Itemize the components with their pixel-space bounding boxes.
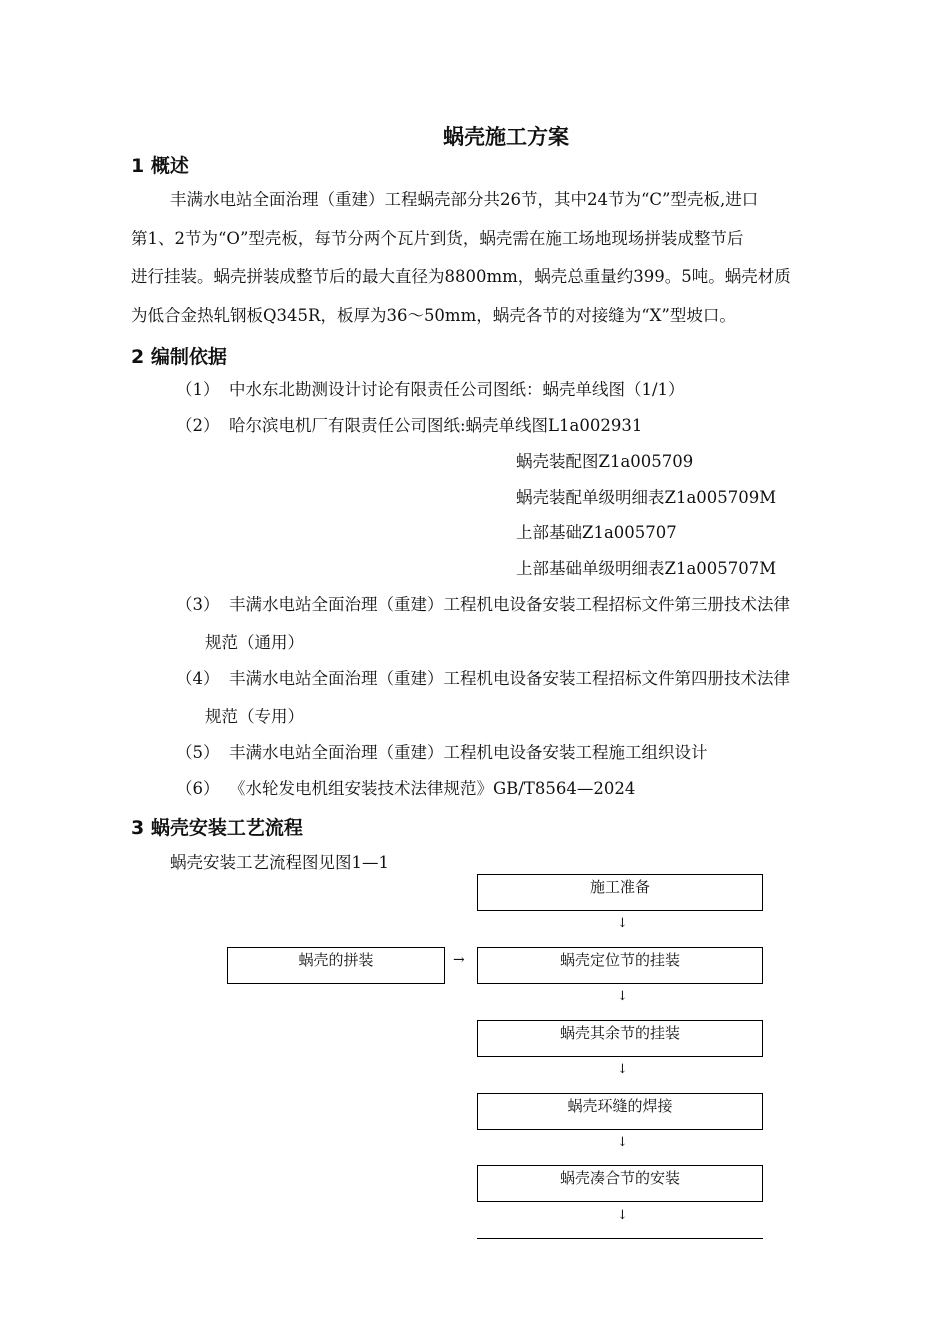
- basis-text-5: 丰满水电站全面治理（重建）工程机电设备安装工程施工组织设计: [229, 743, 708, 762]
- overview-line-3: 进行挂装。蜗壳拼装成整节后的最大直径为8800mm，蜗壳总重量约399。5吨。蜗壳材质: [131, 267, 791, 286]
- basis-text-6: 《水轮发电机组安装技术法律规范》GB/T8564—2024: [229, 779, 636, 798]
- basis-text-2: 哈尔滨电机厂有限责任公司图纸:蜗壳单线图L1a002931: [229, 416, 643, 435]
- basis-num-3: （3）: [176, 595, 220, 614]
- flow-arrow-right-icon: →: [453, 952, 465, 968]
- flow-arrow-down-icon: ↓: [617, 1062, 628, 1077]
- basis-sub-1: 蜗壳装配图Z1a005709: [516, 452, 694, 471]
- basis-text-1: 中水东北勘测设计讨论有限责任公司图纸：蜗壳单线图（1/1）: [229, 380, 685, 399]
- basis-num-6: （6）: [176, 779, 220, 798]
- flow-arrow-down-icon: ↓: [617, 1208, 628, 1223]
- flow-intro: 蜗壳安装工艺流程图见图1—1: [170, 853, 389, 872]
- flow-arrow-down-icon: ↓: [617, 1135, 628, 1150]
- flow-arrow-down-icon: ↓: [617, 916, 628, 931]
- basis-cont-3: 规范（通用）: [205, 633, 304, 652]
- basis-text-4: 丰满水电站全面治理（重建）工程机电设备安装工程招标文件第四册技术法律: [229, 669, 790, 688]
- basis-cont-4: 规范（专用）: [205, 707, 304, 726]
- basis-num-1: （1）: [176, 380, 220, 399]
- flow-next-box-edge: [477, 1238, 763, 1239]
- basis-num-5: （5）: [176, 743, 220, 762]
- flow-step-closure: 蜗壳凑合节的安装: [477, 1165, 763, 1202]
- overview-line-4: 为低合金热轧钢板Q345R，板厚为36～50mm，蜗壳各节的对接缝为“X”型坡口。: [131, 306, 736, 325]
- flow-arrow-down-icon: ↓: [617, 989, 628, 1004]
- flow-step-remaining: 蜗壳其余节的挂装: [477, 1020, 763, 1057]
- basis-sub-3: 上部基础Z1a005707: [516, 523, 677, 542]
- section-heading-flow: 3 蜗壳安装工艺流程: [131, 817, 303, 839]
- overview-line-1: 丰满水电站全面治理（重建）工程蜗壳部分共26节，其中24节为“C”型壳板,进口: [170, 190, 759, 209]
- basis-num-4: （4）: [176, 669, 220, 688]
- section-heading-basis: 2 编制依据: [131, 346, 227, 368]
- flow-step-positioning: 蜗壳定位节的挂装: [477, 947, 763, 984]
- section-heading-overview: 1 概述: [131, 155, 189, 177]
- basis-num-2: （2）: [176, 416, 220, 435]
- flow-side-assembly: 蜗壳的拼装: [227, 947, 445, 984]
- flow-step-welding: 蜗壳环缝的焊接: [477, 1093, 763, 1130]
- overview-line-2: 第1、2节为“O”型壳板，每节分两个瓦片到货，蜗壳需在施工场地现场拼装成整节后: [131, 229, 744, 248]
- page-title: 蜗壳施工方案: [443, 125, 569, 149]
- basis-text-3: 丰满水电站全面治理（重建）工程机电设备安装工程招标文件第三册技术法律: [229, 595, 790, 614]
- flow-step-prepare: 施工准备: [477, 874, 763, 911]
- basis-sub-4: 上部基础单级明细表Z1a005707M: [516, 559, 777, 578]
- basis-sub-2: 蜗壳装配单级明细表Z1a005709M: [516, 488, 777, 507]
